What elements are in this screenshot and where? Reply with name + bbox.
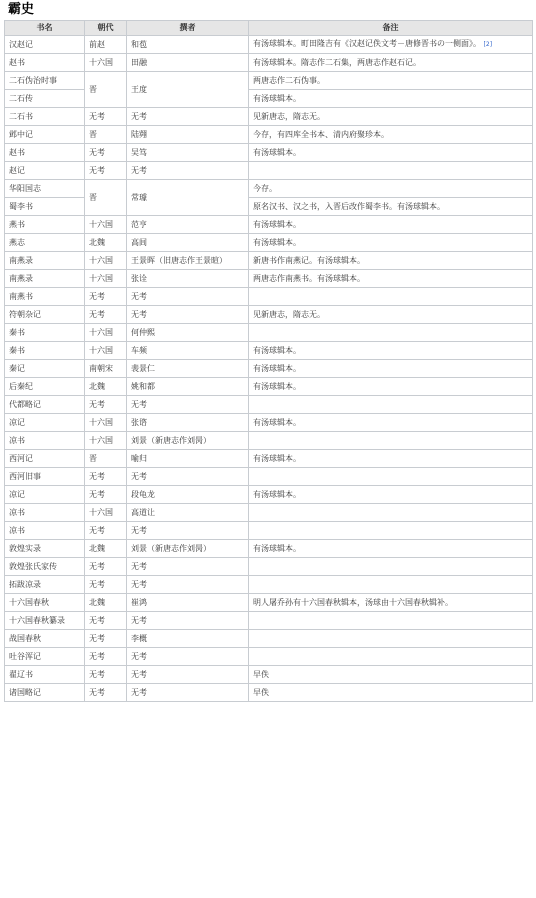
cell-note <box>249 252 533 270</box>
note-text: 今存。 <box>253 183 277 193</box>
table-row <box>5 126 533 144</box>
table-row <box>5 414 533 432</box>
cell-author: 无考 <box>127 612 249 630</box>
cell-author: 喻归 <box>127 450 249 468</box>
cell-author: 无考 <box>127 522 249 540</box>
cell-note <box>249 90 533 108</box>
cell-author: 段龟龙 <box>127 486 249 504</box>
cell-note <box>249 378 533 396</box>
cell-note <box>249 72 533 90</box>
cell-note <box>249 144 533 162</box>
note-text: 有汤球辑本。隋志作二石集，两唐志作赵石记。 <box>253 57 421 67</box>
table-row <box>5 108 533 126</box>
table-row <box>5 342 533 360</box>
note-text: 有汤球辑本。 <box>253 147 301 157</box>
cell-note <box>249 324 533 342</box>
cell-dynasty: 无考 <box>85 666 127 684</box>
cell-book-name: 汉赵记 <box>5 36 85 54</box>
cell-author: 何仲熙 <box>127 324 249 342</box>
cell-author: 张谘 <box>127 414 249 432</box>
cell-dynasty: 无考 <box>85 396 127 414</box>
cell-book-name: 二石伪治时事 <box>5 72 85 90</box>
cell-author: 无考 <box>127 684 249 702</box>
cell-note <box>249 504 533 522</box>
cell-dynasty: 晋 <box>85 126 127 144</box>
cell-note <box>249 396 533 414</box>
cell-note <box>249 162 533 180</box>
table-row <box>5 396 533 414</box>
note-text: 有汤球辑本。 <box>253 543 301 553</box>
books-table <box>4 20 533 702</box>
cell-note <box>249 612 533 630</box>
note-text: 有汤球辑本。 <box>253 93 301 103</box>
table-row <box>5 540 533 558</box>
note-text: 两唐志作南燕书。有汤球辑本。 <box>253 273 365 283</box>
table-row <box>5 666 533 684</box>
cell-dynasty: 无考 <box>85 576 127 594</box>
note-text: 有汤球辑本。 <box>253 417 301 427</box>
cell-dynasty: 无考 <box>85 288 127 306</box>
cell-note <box>249 198 533 216</box>
cell-author: 田融 <box>127 54 249 72</box>
cell-author: 姚和都 <box>127 378 249 396</box>
cell-note <box>249 630 533 648</box>
cell-book-name: 拓跋凉录 <box>5 576 85 594</box>
cell-note <box>249 468 533 486</box>
table-row <box>5 270 533 288</box>
cell-dynasty: 十六国 <box>85 216 127 234</box>
cell-book-name: 秦记 <box>5 360 85 378</box>
note-text: 有汤球辑本。 <box>253 345 301 355</box>
cell-book-name: 敦煌实录 <box>5 540 85 558</box>
cell-book-name: 燕志 <box>5 234 85 252</box>
table-row <box>5 360 533 378</box>
reference-link[interactable]: [2] <box>483 41 493 48</box>
cell-author: 王景晖（旧唐志作王景暄） <box>127 252 249 270</box>
cell-dynasty: 无考 <box>85 648 127 666</box>
note-text: 有汤球辑本。 <box>253 381 301 391</box>
cell-book-name: 燕书 <box>5 216 85 234</box>
cell-book-name: 凉书 <box>5 432 85 450</box>
cell-dynasty: 十六国 <box>85 342 127 360</box>
cell-book-name: 诸国略记 <box>5 684 85 702</box>
table-row <box>5 450 533 468</box>
cell-dynasty: 十六国 <box>85 324 127 342</box>
cell-book-name: 战国春秋 <box>5 630 85 648</box>
cell-author: 崔鸿 <box>127 594 249 612</box>
cell-book-name: 翟辽书 <box>5 666 85 684</box>
note-text: 有汤球辑本。 <box>253 489 301 499</box>
table-row <box>5 522 533 540</box>
table-row <box>5 504 533 522</box>
cell-book-name: 吐谷浑记 <box>5 648 85 666</box>
cell-book-name: 后秦纪 <box>5 378 85 396</box>
cell-book-name: 赵书 <box>5 54 85 72</box>
cell-dynasty: 十六国 <box>85 432 127 450</box>
table-row <box>5 180 533 198</box>
cell-dynasty: 十六国 <box>85 54 127 72</box>
cell-note <box>249 432 533 450</box>
cell-dynasty: 晋 <box>85 450 127 468</box>
note-text: 今存，有四库全书本、清内府聚珍本。 <box>253 129 389 139</box>
cell-book-name: 凉记 <box>5 486 85 504</box>
cell-note <box>249 342 533 360</box>
cell-author: 张诠 <box>127 270 249 288</box>
cell-dynasty: 十六国 <box>85 270 127 288</box>
cell-book-name: 邺中记 <box>5 126 85 144</box>
note-text: 原名汉书、汉之书，入晋后改作蜀李书。有汤球辑本。 <box>253 201 445 211</box>
cell-dynasty: 无考 <box>85 684 127 702</box>
cell-book-name: 西河旧事 <box>5 468 85 486</box>
note-text: 见新唐志，隋志无。 <box>253 111 325 121</box>
cell-author: 高闾 <box>127 234 249 252</box>
cell-book-name: 秦书 <box>5 342 85 360</box>
cell-dynasty: 十六国 <box>85 504 127 522</box>
note-text: 见新唐志，隋志无。 <box>253 309 325 319</box>
cell-book-name: 凉书 <box>5 504 85 522</box>
header-book-name: 书名 <box>5 21 85 36</box>
note-text: 有汤球辑本。 <box>253 363 301 373</box>
cell-author: 无考 <box>127 648 249 666</box>
cell-dynasty: 北魏 <box>85 594 127 612</box>
cell-note <box>249 360 533 378</box>
cell-note <box>249 666 533 684</box>
cell-book-name: 赵书 <box>5 144 85 162</box>
cell-note <box>249 414 533 432</box>
table-row <box>5 576 533 594</box>
cell-note <box>249 36 533 54</box>
cell-dynasty: 无考 <box>85 558 127 576</box>
cell-dynasty: 无考 <box>85 306 127 324</box>
table-header-row <box>5 21 533 36</box>
cell-book-name: 十六国春秋纂录 <box>5 612 85 630</box>
header-author: 撰者 <box>127 21 249 36</box>
cell-author: 刘景（新唐志作刘昺） <box>127 540 249 558</box>
header-dynasty: 朝代 <box>85 21 127 36</box>
note-text: 新唐书作南燕记。有汤球辑本。 <box>253 255 365 265</box>
table-row <box>5 216 533 234</box>
table-row <box>5 162 533 180</box>
cell-dynasty: 无考 <box>85 486 127 504</box>
cell-author: 和苞 <box>127 36 249 54</box>
table-row <box>5 90 533 108</box>
cell-dynasty: 无考 <box>85 630 127 648</box>
table-row <box>5 306 533 324</box>
cell-dynasty: 十六国 <box>85 252 127 270</box>
table-row <box>5 72 533 90</box>
cell-book-name: 华阳国志 <box>5 180 85 198</box>
cell-note <box>249 558 533 576</box>
cell-book-name: 赵记 <box>5 162 85 180</box>
cell-book-name: 秦书 <box>5 324 85 342</box>
page-title: 霸史 <box>8 2 35 17</box>
cell-book-name: 蜀李书 <box>5 198 85 216</box>
cell-author: 陆翙 <box>127 126 249 144</box>
table-row <box>5 252 533 270</box>
cell-note <box>249 684 533 702</box>
cell-note <box>249 450 533 468</box>
cell-author: 吴笃 <box>127 144 249 162</box>
cell-book-name: 凉记 <box>5 414 85 432</box>
cell-book-name: 符朝杂记 <box>5 306 85 324</box>
table-row <box>5 54 533 72</box>
table-row <box>5 630 533 648</box>
cell-author: 无考 <box>127 162 249 180</box>
cell-dynasty: 无考 <box>85 612 127 630</box>
cell-dynasty: 晋 <box>85 180 127 216</box>
cell-book-name: 南燕录 <box>5 252 85 270</box>
cell-note <box>249 216 533 234</box>
cell-book-name: 南燕录 <box>5 270 85 288</box>
cell-author: 李概 <box>127 630 249 648</box>
note-text: 明人屠乔孙有十六国春秋辑本，汤球由十六国春秋辑补。 <box>253 597 453 607</box>
cell-note <box>249 540 533 558</box>
cell-note <box>249 522 533 540</box>
cell-book-name: 凉书 <box>5 522 85 540</box>
cell-book-name: 二石书 <box>5 108 85 126</box>
cell-book-name: 南燕书 <box>5 288 85 306</box>
cell-author: 裴景仁 <box>127 360 249 378</box>
cell-note <box>249 486 533 504</box>
cell-dynasty: 无考 <box>85 144 127 162</box>
table-row <box>5 432 533 450</box>
cell-author: 高道让 <box>127 504 249 522</box>
cell-dynasty: 北魏 <box>85 540 127 558</box>
cell-dynasty: 南朝宋 <box>85 360 127 378</box>
table-row <box>5 558 533 576</box>
cell-dynasty: 前赵 <box>85 36 127 54</box>
cell-author: 无考 <box>127 576 249 594</box>
table-row <box>5 198 533 216</box>
cell-note <box>249 108 533 126</box>
cell-dynasty: 北魏 <box>85 378 127 396</box>
table-row <box>5 684 533 702</box>
cell-note <box>249 54 533 72</box>
cell-book-name: 敦煌张氏家传 <box>5 558 85 576</box>
cell-book-name: 代都略记 <box>5 396 85 414</box>
table-row <box>5 36 533 54</box>
table-body <box>5 36 533 702</box>
table-row <box>5 324 533 342</box>
note-text: 有汤球辑本。町田隆吉有《汉赵记佚文考－唐修晋书の一侧面》。 <box>253 39 481 48</box>
table-row <box>5 378 533 396</box>
cell-note <box>249 306 533 324</box>
cell-dynasty: 无考 <box>85 162 127 180</box>
cell-dynasty: 无考 <box>85 108 127 126</box>
table-row <box>5 288 533 306</box>
cell-author: 刘景（新唐志作刘昺） <box>127 432 249 450</box>
cell-note <box>249 270 533 288</box>
cell-book-name: 十六国春秋 <box>5 594 85 612</box>
cell-note <box>249 288 533 306</box>
note-text: 早佚 <box>253 687 269 697</box>
note-text: 有汤球辑本。 <box>253 453 301 463</box>
note-text: 早佚 <box>253 669 269 679</box>
cell-dynasty: 无考 <box>85 522 127 540</box>
cell-author: 无考 <box>127 666 249 684</box>
cell-dynasty: 晋 <box>85 72 127 108</box>
cell-note <box>249 180 533 198</box>
table-row <box>5 234 533 252</box>
cell-book-name: 二石传 <box>5 90 85 108</box>
table-row <box>5 468 533 486</box>
cell-author: 范亨 <box>127 216 249 234</box>
cell-book-name: 西河记 <box>5 450 85 468</box>
cell-dynasty: 无考 <box>85 468 127 486</box>
header-notes: 备注 <box>249 21 533 36</box>
note-text: 有汤球辑本。 <box>253 237 301 247</box>
cell-author: 无考 <box>127 558 249 576</box>
cell-author: 王度 <box>127 72 249 108</box>
table-row <box>5 594 533 612</box>
cell-note <box>249 594 533 612</box>
note-text: 有汤球辑本。 <box>253 219 301 229</box>
cell-dynasty: 北魏 <box>85 234 127 252</box>
cell-note <box>249 126 533 144</box>
cell-author: 无考 <box>127 306 249 324</box>
note-text: 两唐志作二石伪事。 <box>253 75 325 85</box>
cell-author: 车频 <box>127 342 249 360</box>
cell-author: 无考 <box>127 288 249 306</box>
table-row <box>5 612 533 630</box>
table-row <box>5 648 533 666</box>
cell-dynasty: 十六国 <box>85 414 127 432</box>
cell-author: 无考 <box>127 108 249 126</box>
cell-author: 无考 <box>127 396 249 414</box>
cell-note <box>249 576 533 594</box>
table-row <box>5 486 533 504</box>
cell-note <box>249 234 533 252</box>
cell-author: 常璩 <box>127 180 249 216</box>
cell-note <box>249 648 533 666</box>
cell-author: 无考 <box>127 468 249 486</box>
table-row <box>5 144 533 162</box>
